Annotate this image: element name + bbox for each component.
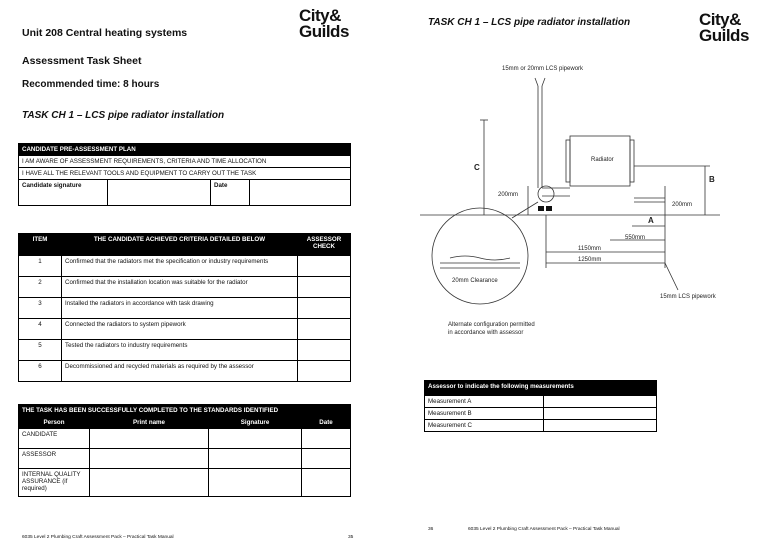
label-1250mm: 1250mm	[578, 257, 602, 263]
label-alternate-config-1: Alternate configuration permitted	[448, 322, 535, 328]
date-field[interactable]	[250, 180, 351, 206]
table-row: 6 Decommissioned and recycled materials as required by the assessor	[19, 361, 351, 382]
assessor-check-cell[interactable]	[298, 277, 351, 298]
col-print-name: Print name	[90, 417, 209, 429]
floor-fitting	[538, 206, 544, 211]
date-field[interactable]	[302, 429, 351, 449]
criteria-table	[18, 233, 351, 382]
radiator-valve-right	[630, 140, 634, 182]
table-row: 1 Confirmed that the radiators met the specification or industry requirements	[19, 256, 351, 277]
candidate-signature-label: Candidate signature	[19, 180, 108, 206]
candidate-signature-field[interactable]	[108, 180, 211, 206]
footer-text-right: 6035 Level 2 Plumbing Craft Assessment Pack – Practical Task Manual	[468, 527, 620, 532]
table-row: 3 Installed the radiators in accordance with task drawing	[19, 298, 351, 319]
table-row: Measurement A	[425, 396, 657, 408]
date-field[interactable]	[302, 469, 351, 497]
signature-field[interactable]	[209, 429, 302, 449]
print-name-field[interactable]	[90, 449, 209, 469]
completion-header: THE TASK HAS BEEN SUCCESSFULLY COMPLETED TO THE STANDARDS IDENTIFIED	[19, 405, 351, 417]
label-200mm-left: 200mm	[498, 192, 519, 198]
city-guilds-logo: City& Guilds	[299, 6, 349, 41]
table-row: INTERNAL QUALITY ASSURANCE (if required)	[19, 469, 351, 497]
label-a: A	[648, 216, 654, 225]
label-200mm-right: 200mm	[672, 202, 693, 208]
city-guilds-logo: City& Guilds	[699, 10, 749, 45]
page-number: 35	[348, 535, 354, 540]
signature-field[interactable]	[209, 449, 302, 469]
plan-row-tools: I HAVE ALL THE RELEVANT TOOLS AND EQUIPMENT TO CARRY OUT THE TASK	[19, 168, 351, 180]
col-criteria: THE CANDIDATE ACHIEVED CRITERIA DETAILED BELOW	[62, 234, 298, 256]
table-row: 5 Tested the radiators to industry requirements	[19, 340, 351, 361]
label-pipe-bottom: 15mm LCS pipework	[660, 294, 716, 300]
assessor-check-cell[interactable]	[298, 361, 351, 382]
col-assessor-check: ASSESSOR CHECK	[298, 234, 351, 256]
radiator-valve-left	[566, 140, 570, 182]
label-clearance: 20mm Clearance	[452, 278, 498, 284]
assessor-check-cell[interactable]	[298, 298, 351, 319]
label-pipe-top: 15mm or 20mm LCS pipework	[502, 66, 584, 72]
col-person: Person	[19, 417, 90, 429]
print-name-field[interactable]	[90, 469, 209, 497]
page-number-right: 36	[428, 527, 434, 532]
label-1150mm: 1150mm	[578, 246, 601, 252]
recommended-time: Recommended time: 8 hours	[22, 79, 160, 90]
task-title: TASK CH 1 – LCS pipe radiator installation	[22, 110, 225, 121]
label-b: B	[709, 175, 715, 184]
print-name-field[interactable]	[90, 429, 209, 449]
date-label: Date	[211, 180, 250, 206]
measurements-header: Assessor to indicate the following measurements	[425, 381, 657, 396]
pre-assessment-plan-table	[18, 143, 351, 206]
col-item: ITEM	[19, 234, 62, 256]
label-radiator: Radiator	[591, 157, 614, 163]
col-signature: Signature	[209, 417, 302, 429]
unit-title: Unit 208 Central heating systems	[22, 27, 188, 39]
table-row: ASSESSOR	[19, 449, 351, 469]
measurements-table	[424, 380, 657, 432]
measurement-a-field[interactable]	[544, 396, 657, 408]
task-title-right: TASK CH 1 – LCS pipe radiator installation	[428, 17, 631, 28]
assessor-check-cell[interactable]	[298, 340, 351, 361]
radiator-installation-diagram	[420, 58, 720, 343]
table-row: 4 Connected the radiators to system pipework	[19, 319, 351, 340]
footer-text: 6035 Level 2 Plumbing Craft Assessment Pack – Practical Task Manual	[22, 535, 174, 540]
label-550mm: 550mm	[625, 235, 646, 241]
completion-table	[18, 404, 351, 497]
table-row: Measurement B	[425, 408, 657, 420]
plan-header: CANDIDATE PRE-ASSESSMENT PLAN	[19, 144, 351, 156]
table-row: Measurement C	[425, 420, 657, 432]
measurement-c-field[interactable]	[544, 420, 657, 432]
table-row: 2 Confirmed that the installation location was suitable for the radiator	[19, 277, 351, 298]
plan-row-awareness: I AM AWARE OF ASSESSMENT REQUIREMENTS, CRITERIA AND TIME ALLOCATION	[19, 156, 351, 168]
assessor-check-cell[interactable]	[298, 256, 351, 277]
label-alternate-config-2: in accordance with assessor	[448, 330, 524, 336]
sheet-title: Assessment Task Sheet	[22, 55, 142, 67]
signature-field[interactable]	[209, 469, 302, 497]
assessor-check-cell[interactable]	[298, 319, 351, 340]
table-row: CANDIDATE	[19, 429, 351, 449]
col-date: Date	[302, 417, 351, 429]
measurement-b-field[interactable]	[544, 408, 657, 420]
label-c: C	[474, 163, 480, 172]
clearance-detail-circle	[432, 208, 528, 304]
floor-fitting	[546, 206, 552, 211]
date-field[interactable]	[302, 449, 351, 469]
